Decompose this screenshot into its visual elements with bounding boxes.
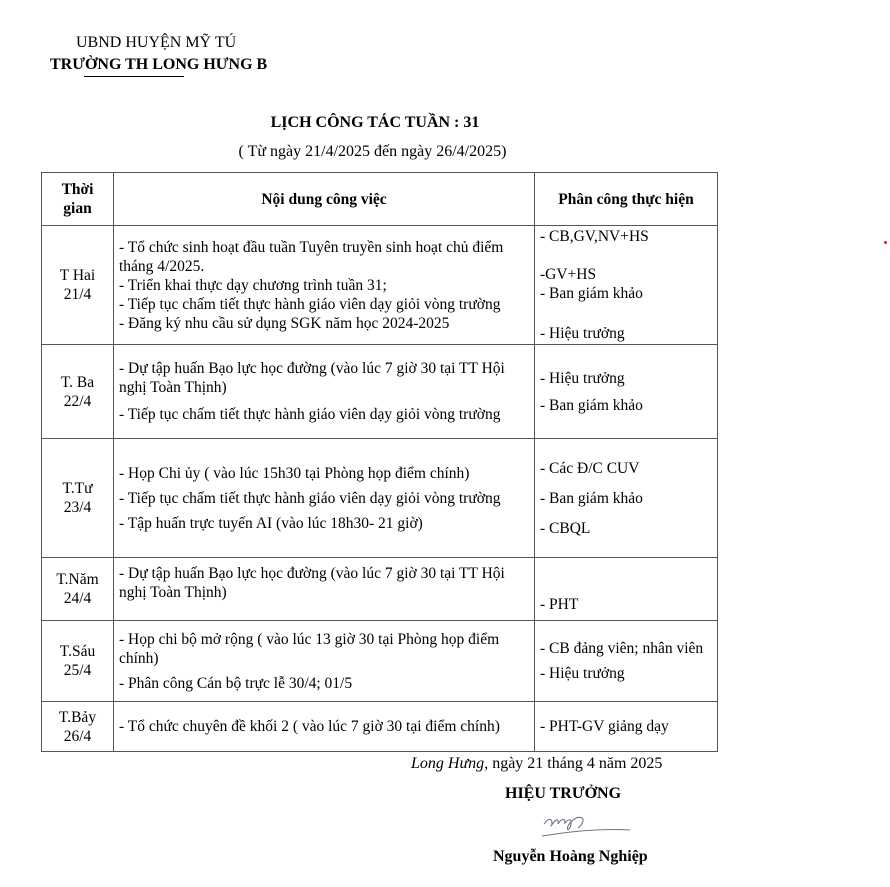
table-row [42, 345, 718, 439]
table-row [42, 558, 718, 621]
task-item: - Dự tập huấn Bạo lực học đường (vào lúc 7 giờ 30 tại TT Hội nghị Toàn Thịnh) [119, 360, 505, 396]
assignee-cell [535, 621, 718, 702]
task-cell [114, 345, 535, 439]
day-date: 22/4 [63, 392, 92, 410]
signatory-title: HIỆU TRƯỞNG [505, 785, 622, 802]
table-row [42, 702, 718, 752]
content-column-header: Nội dung công việc [114, 173, 535, 226]
day-date: 23/4 [63, 499, 92, 516]
day-cell [42, 345, 114, 439]
task-item: - Phân công Cán bộ trực lễ 30/4; 01/5 [119, 674, 353, 692]
signer-name: Nguyễn Hoàng Nghiệp [493, 848, 648, 865]
assignee-cell [535, 558, 718, 621]
assignee-cell [535, 345, 718, 439]
assignment-column-header: Phân công thực hiện [535, 173, 718, 226]
task-item: - Tổ chức chuyên đề khối 2 ( vào lúc 7 giờ 30 tại điểm chính) [119, 718, 500, 735]
red-dot-mark [884, 241, 887, 244]
school-name-underline [84, 76, 184, 77]
assignee-item: - CB,GV,NV+HS [540, 228, 649, 245]
assignee-item: -GV+HS [540, 266, 597, 283]
day-date: 25/4 [63, 662, 92, 679]
date-text: , ngày 21 tháng 4 năm 2025 [484, 755, 663, 772]
task-item: - Triển khai thực dạy chương trình tuần 31; [119, 276, 387, 294]
task-cell [114, 558, 535, 621]
day-name: T.Sáu [59, 643, 96, 660]
time-header-line1: Thời [61, 181, 94, 198]
assignee-cell [535, 702, 718, 752]
day-date: 24/4 [63, 590, 92, 607]
day-cell [42, 439, 114, 558]
assignee-item: - Hiệu trưởng [540, 369, 625, 387]
task-item: - Họp chi bộ mở rộng ( vào lúc 13 giờ 30 tại Phòng họp điểm chính) [119, 630, 500, 667]
assignee-item: - CBQL [540, 519, 591, 537]
task-item: - Dự tập huấn Bạo lực học đường (vào lúc 7 giờ 30 tại TT Hội nghị Toàn Thịnh) [119, 565, 505, 601]
document-title: LỊCH CÔNG TÁC TUẦN : 31 [270, 114, 480, 131]
assignee-item: - Hiệu trưởng [540, 325, 625, 342]
authority-name: UBND HUYỆN MỸ TÚ [76, 34, 237, 51]
day-name: T.Năm [56, 571, 99, 588]
date-range: ( Từ ngày 21/4/2025 đến ngày 26/4/2025) [238, 143, 507, 160]
day-name: T.Tư [62, 480, 93, 497]
place-name: Long Hưng [411, 755, 485, 772]
time-header-line2: gian [63, 200, 92, 217]
task-cell [114, 439, 535, 558]
task-item: - Đăng ký nhu cầu sử dụng SGK năm học 2024-2025 [119, 314, 450, 332]
day-date: 21/4 [63, 286, 92, 303]
task-item: - Họp Chi ủy ( vào lúc 15h30 tại Phòng họp điểm chính) [119, 464, 470, 482]
place-date-line [411, 755, 662, 773]
day-cell [42, 702, 114, 752]
table-header-row [42, 173, 718, 226]
assignee-item: - CB đảng viên; nhân viên [540, 640, 704, 657]
assignee-item: - Hiệu trưởng [540, 665, 625, 682]
assignee-item: - Ban giám khảo [540, 285, 643, 302]
table-row [42, 226, 718, 345]
task-item: - Tiếp tục chấm tiết thực hành giáo viên dạy giỏi vòng trường [119, 489, 501, 507]
assignee-item: - Các Đ/C CUV [540, 459, 640, 477]
weekly-schedule-table [41, 172, 718, 752]
assignee-item: - PHT [540, 596, 579, 613]
task-item: - Tập huấn trực tuyến AI (vào lúc 18h30- 21 giờ) [119, 514, 423, 532]
task-item: - Tiếp tục chấm tiết thực hành giáo viên dạy giỏi vòng trường [119, 295, 501, 313]
table-row [42, 621, 718, 702]
day-cell [42, 621, 114, 702]
day-date: 26/4 [63, 727, 92, 745]
task-item: - Tiếp tục chấm tiết thực hành giáo viên dạy giỏi vòng trường [119, 406, 501, 423]
day-cell [42, 226, 114, 345]
task-cell [114, 702, 535, 752]
table-row [42, 439, 718, 558]
assignee-item: - Ban giám khảo [540, 489, 643, 507]
assignee-item: - PHT-GV giảng dạy [540, 718, 669, 735]
day-name: T Hai [59, 267, 96, 284]
assignee-cell [535, 226, 718, 345]
assignee-cell [535, 439, 718, 558]
task-cell [114, 621, 535, 702]
day-name: T. Ba [60, 373, 95, 391]
day-cell [42, 558, 114, 621]
handwritten-signature [538, 806, 634, 840]
task-item: - Tổ chức sinh hoạt đầu tuần Tuyên truyền sinh hoạt chủ điểm tháng 4/2025. [119, 238, 504, 275]
day-name: T.Bảy [58, 708, 97, 726]
task-cell [114, 226, 535, 345]
school-name: TRƯỜNG TH LONG HƯNG B [50, 56, 268, 73]
time-column-header [42, 173, 114, 226]
assignee-item: - Ban giám khảo [540, 396, 643, 414]
